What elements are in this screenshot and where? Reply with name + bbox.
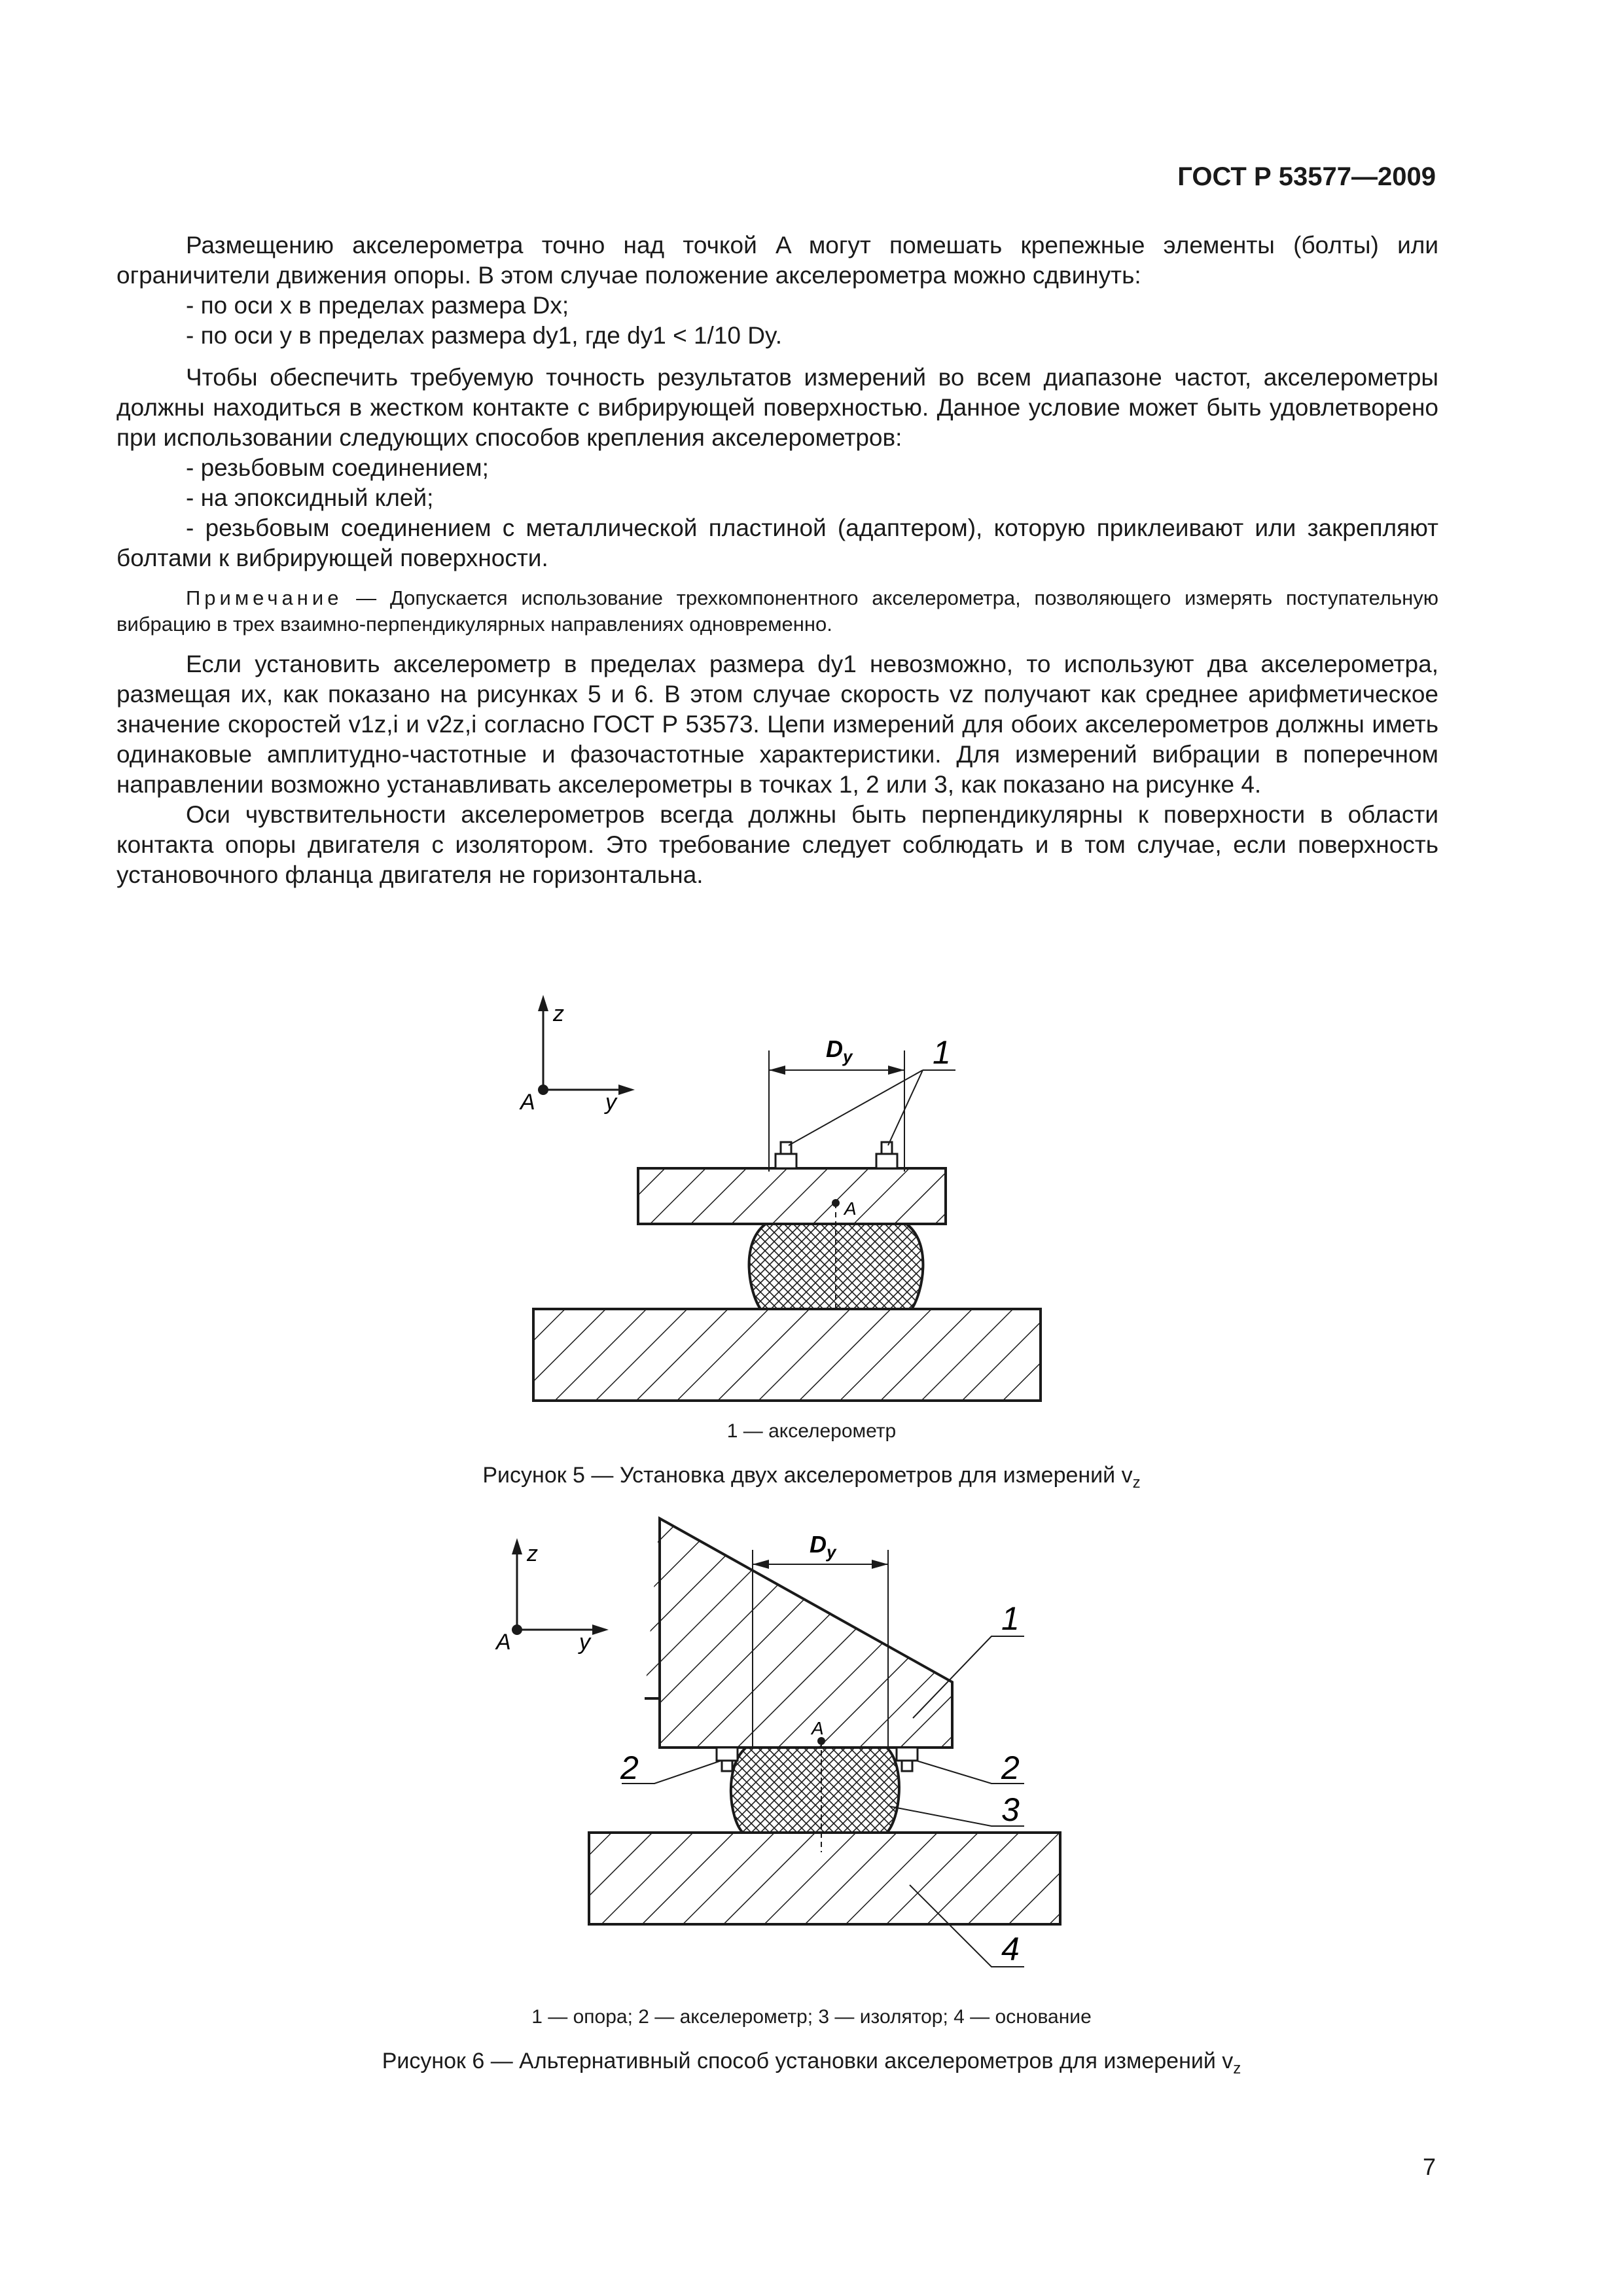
paragraph-1: Размещению акселерометра точно над точкой A могут помешать крепежные элементы (болты) или ограничители движения опоры. В этом случае положение акселерометра можно сдвинуть: <box>116 232 1438 289</box>
callout-leader <box>789 1070 955 1145</box>
axis-y-label: y <box>579 1630 590 1655</box>
callout-4: 4 <box>1001 1931 1020 1967</box>
figure-5-caption: Рисунок 5 — Установка двух акселерометров для измерений $v_z$ <box>482 1463 1141 1492</box>
list-item: - резьбовым соединением с металлической пластиной (адаптером), которую приклеивают или закрепляют болтами к вибрирующей поверхности. <box>116 514 1438 571</box>
figure-5-legend: 1 — акселерометр <box>726 1420 897 1442</box>
callout-2-left: 2 <box>620 1749 639 1786</box>
point-a-label: A <box>496 1630 511 1655</box>
axis-y-label: y <box>605 1090 616 1115</box>
paragraph-4: Оси чувствительности акселерометров всегда должны быть перпендикулярны к поверхности в области контакта опоры двигателя с изолятором. Это требование следует соблюдать и в том случае, если поверхность установочного фланца двигателя не горизонтальна. <box>116 801 1438 888</box>
note-label: Примечание <box>186 586 343 609</box>
accelerometer-icon <box>876 1142 897 1168</box>
support <box>645 1518 952 1748</box>
base <box>589 1833 1060 1924</box>
figure-6-drawing <box>0 1512 1623 1996</box>
figure-6-caption: Рисунок 6 — Альтернативный способ установки акселерометров для измерений $v_z$ <box>382 2049 1241 2077</box>
callout-1: 1 <box>1001 1600 1020 1637</box>
point-a-marker <box>832 1199 840 1207</box>
note-text: — Допускается использование трехкомпонентного акселерометра, позволяющего измерять поступательную вибрацию в трех взаимно-перпендикулярных направлениях одновременно. <box>116 586 1438 636</box>
support-plate <box>638 1168 946 1224</box>
standard-header: ГОСТ Р 53577—2009 <box>1177 162 1436 191</box>
figure-6-legend: 1 — опора; 2 — акселерометр; 3 — изолятор; 4 — основание <box>531 2006 1092 2028</box>
accelerometer-icon <box>897 1748 918 1771</box>
point-a-label: A <box>520 1090 535 1115</box>
axis-z-label: z <box>553 1001 564 1026</box>
main-text <box>116 230 1438 890</box>
list-item: - по оси x в пределах размера Dx; <box>186 292 569 319</box>
point-a-label: A <box>812 1718 824 1738</box>
list-item: - по оси y в пределах размера dy1, где dy1 < 1/10 Dy. <box>186 322 783 349</box>
note <box>116 585 1438 637</box>
callout-2-right: 2 <box>1001 1749 1020 1786</box>
dimension-dy-label: $D_y$ <box>810 1531 836 1562</box>
point-a-label: A <box>844 1198 857 1219</box>
paragraph-2: Чтобы обеспечить требуемую точность результатов измерений во всем диапазоне частот, акселерометры должны находиться в жестком контакте с вибрирующей поверхностью. Данное условие может быть удовлетворено при использовании следующих способов крепления акселерометров: <box>116 364 1438 451</box>
dimension-dy-label: $D_y$ <box>826 1035 853 1066</box>
isolator <box>731 1748 899 1833</box>
list-item: - на эпоксидный клей; <box>186 484 434 511</box>
page-number: 7 <box>1422 2153 1436 2180</box>
accelerometer-icon <box>776 1142 796 1168</box>
paragraph-3: Если установить акселерометр в пределах размера dy1 невозможно, то используют два акселерометра, размещая их, как показано на рисунках 5 и 6. В этом случае скорость vz получают как среднее арифметическое значение скоростей v1z,i и v2z,i согласно ГОСТ Р 53573. Цепи измерений для обоих акселерометров должны иметь одинаковые амплитудно-частотные и фазочастотные характеристики. Для измерений вибрации в поперечном направлении возможно устанавливать акселерометры в точках 1, 2 или 3, как показано на рисунке 4. <box>116 651 1438 798</box>
callout-1: 1 <box>933 1034 951 1071</box>
list-item: - резьбовым соединением; <box>186 454 489 481</box>
callout-3: 3 <box>1001 1791 1020 1828</box>
base-plate <box>533 1309 1041 1401</box>
axis-z-label: z <box>527 1541 538 1566</box>
figure-5-drawing <box>0 982 1623 1479</box>
